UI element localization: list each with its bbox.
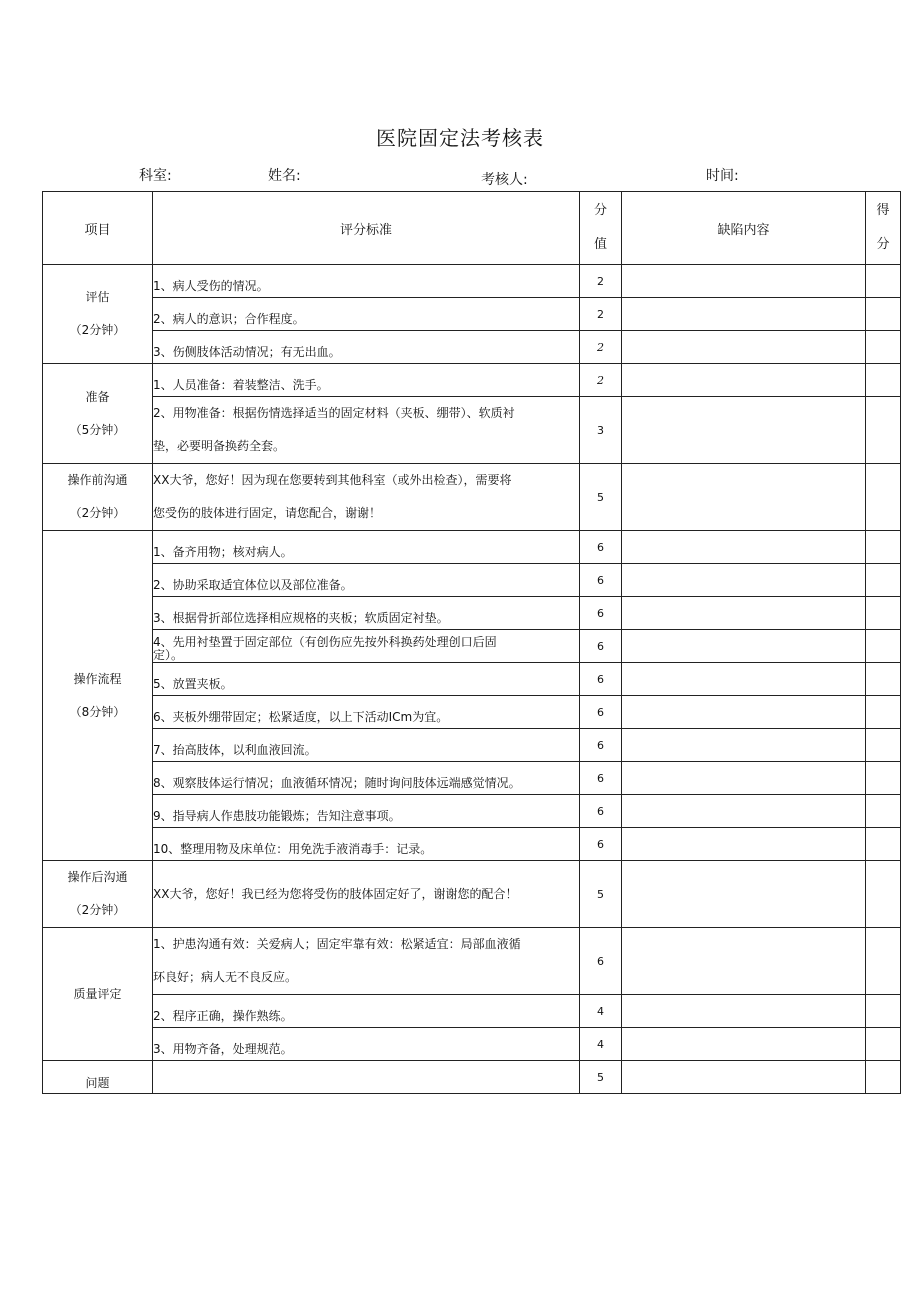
score-cell[interactable] xyxy=(866,795,901,828)
defect-cell[interactable] xyxy=(622,265,866,298)
defect-cell[interactable] xyxy=(622,397,866,464)
col-score-header-line1: 得 xyxy=(876,203,890,218)
dept-label: 科室: xyxy=(139,168,172,184)
criteria-cell xyxy=(153,265,580,298)
table-row xyxy=(43,729,901,762)
criteria-cell xyxy=(153,995,580,1028)
criteria-text: XX大爷，您好！因为现在您要转到其他科室（或外出检查），需要将 xyxy=(153,473,512,487)
score-cell[interactable] xyxy=(866,696,901,729)
criteria-text: 1、病人受伤的情况。 xyxy=(153,279,269,293)
criteria-cell xyxy=(153,298,580,331)
table-row xyxy=(43,696,901,729)
score-cell[interactable] xyxy=(866,331,901,364)
score-cell[interactable] xyxy=(866,1061,901,1094)
table-row xyxy=(43,464,901,531)
criteria-text: 2、程序正确，操作熟练。 xyxy=(153,1009,293,1023)
defect-cell[interactable] xyxy=(622,331,866,364)
section-process xyxy=(43,531,153,861)
defect-cell[interactable] xyxy=(622,795,866,828)
criteria-cell xyxy=(153,397,580,464)
defect-cell[interactable] xyxy=(622,464,866,531)
criteria-cell[interactable] xyxy=(153,1061,580,1094)
table-row xyxy=(43,630,901,663)
criteria-text: 4、先用衬垫置于固定部位（有创伤应先按外科换药处理创口后固 xyxy=(153,636,497,649)
criteria-text: 1、备齐用物；核对病人。 xyxy=(153,545,293,559)
criteria-text: 环良好；病人无不良反应。 xyxy=(153,970,298,984)
section-name: 准备 xyxy=(85,389,110,404)
defect-cell[interactable] xyxy=(622,828,866,861)
time-label: 时间: xyxy=(706,168,739,184)
table-row xyxy=(43,564,901,597)
defect-cell[interactable] xyxy=(622,531,866,564)
value-cell: 6 xyxy=(580,696,622,729)
section-post-communication xyxy=(43,861,153,928)
section-name: 操作后沟通 xyxy=(67,870,128,884)
value-cell: 6 xyxy=(580,630,622,663)
col-value-header xyxy=(580,192,622,265)
criteria-text: 5、放置夹板。 xyxy=(153,677,233,691)
value-cell: 6 xyxy=(580,531,622,564)
score-cell[interactable] xyxy=(866,597,901,630)
value-cell: 6 xyxy=(580,928,622,995)
score-cell[interactable] xyxy=(866,531,901,564)
criteria-text: 2、病人的意识；合作程度。 xyxy=(153,312,305,326)
value-cell: 6 xyxy=(580,828,622,861)
criteria-text: 定）。 xyxy=(153,649,184,662)
section-name: 质量评定 xyxy=(73,986,122,1001)
criteria-text: 2、用物准备：根据伤情选择适当的固定材料（夹板、绷带）、软质衬 xyxy=(153,406,515,420)
value-cell: 3 xyxy=(580,397,622,464)
table-header-row xyxy=(43,192,901,265)
col-value-header-line1: 分 xyxy=(593,203,607,218)
value-cell: 5 xyxy=(580,464,622,531)
criteria-text: 3、伤侧肢体活动情况；有无出血。 xyxy=(153,345,341,359)
value-cell: 6 xyxy=(580,795,622,828)
table-row xyxy=(43,795,901,828)
criteria-text: 1、护患沟通有效：关爱病人；固定牢靠有效：松紧适宜：局部血液循 xyxy=(153,937,521,951)
value-cell: 6 xyxy=(580,762,622,795)
assessment-table xyxy=(42,191,901,1094)
col-score-header-line2: 分 xyxy=(876,237,890,252)
col-item-header: 项目 xyxy=(43,192,153,265)
score-cell[interactable] xyxy=(866,265,901,298)
section-assess xyxy=(43,265,153,364)
name-label: 姓名: xyxy=(268,168,301,184)
score-cell[interactable] xyxy=(866,828,901,861)
value-cell: 6 xyxy=(580,564,622,597)
criteria-cell xyxy=(153,928,580,995)
criteria-cell xyxy=(153,1028,580,1061)
score-cell[interactable] xyxy=(866,663,901,696)
value-cell: 4 xyxy=(580,1028,622,1061)
value-cell: 2 xyxy=(580,331,622,364)
score-cell[interactable] xyxy=(866,861,901,928)
score-cell[interactable] xyxy=(866,364,901,397)
criteria-cell xyxy=(153,861,580,928)
score-cell[interactable] xyxy=(866,564,901,597)
score-cell[interactable] xyxy=(866,1028,901,1061)
table-row xyxy=(43,828,901,861)
defect-cell[interactable] xyxy=(622,928,866,995)
criteria-text: 10、整理用物及床单位：用免洗手液消毒手：记录。 xyxy=(153,842,433,856)
section-time: （2分钟） xyxy=(69,903,126,917)
score-cell[interactable] xyxy=(866,762,901,795)
defect-cell[interactable] xyxy=(622,564,866,597)
defect-cell[interactable] xyxy=(622,696,866,729)
score-cell[interactable] xyxy=(866,464,901,531)
criteria-cell xyxy=(153,464,580,531)
criteria-cell xyxy=(153,531,580,564)
criteria-text: 您受伤的肢体进行固定，请您配合，谢谢！ xyxy=(153,506,382,520)
criteria-cell xyxy=(153,795,580,828)
criteria-cell xyxy=(153,597,580,630)
value-cell: 6 xyxy=(580,729,622,762)
value-cell: 2 xyxy=(580,265,622,298)
table-row xyxy=(43,1061,901,1094)
criteria-text: 6、夹板外绷带固定；松紧适度，以上下活动ICm为宜。 xyxy=(153,710,449,724)
table-row xyxy=(43,397,901,464)
table-row xyxy=(43,928,901,995)
value-cell: 6 xyxy=(580,597,622,630)
value-cell: 2 xyxy=(580,298,622,331)
score-cell[interactable] xyxy=(866,928,901,995)
value-cell: 6 xyxy=(580,663,622,696)
defect-cell[interactable] xyxy=(622,1028,866,1061)
criteria-text: 8、观察肢体运行情况；血液循环情况；随时询问肢体远端感觉情况。 xyxy=(153,776,521,790)
page-title: 医院固定法考核表 xyxy=(376,126,544,150)
defect-cell[interactable] xyxy=(622,597,866,630)
section-time: （2分钟） xyxy=(69,323,126,337)
table-row xyxy=(43,1028,901,1061)
defect-cell[interactable] xyxy=(622,364,866,397)
criteria-cell xyxy=(153,729,580,762)
col-criteria-header: 评分标准 xyxy=(153,192,580,265)
defect-cell[interactable] xyxy=(622,298,866,331)
defect-cell[interactable] xyxy=(622,861,866,928)
criteria-cell xyxy=(153,762,580,795)
score-cell[interactable] xyxy=(866,397,901,464)
defect-cell[interactable] xyxy=(622,995,866,1028)
criteria-text: 3、根据骨折部位选择相应规格的夹板；软质固定衬垫。 xyxy=(153,611,449,625)
defect-cell[interactable] xyxy=(622,663,866,696)
section-prepare xyxy=(43,364,153,464)
criteria-cell xyxy=(153,630,580,663)
section-time: （2分钟） xyxy=(69,506,126,520)
section-quality xyxy=(43,928,153,1061)
criteria-cell xyxy=(153,564,580,597)
criteria-text: 垫，必要明备换药全套。 xyxy=(153,439,286,453)
table-row xyxy=(43,663,901,696)
criteria-cell xyxy=(153,364,580,397)
defect-cell[interactable] xyxy=(622,762,866,795)
value-cell: 5 xyxy=(580,1061,622,1094)
score-cell[interactable] xyxy=(866,729,901,762)
criteria-cell xyxy=(153,663,580,696)
criteria-text: 3、用物齐备，处理规范。 xyxy=(153,1042,293,1056)
criteria-cell xyxy=(153,828,580,861)
defect-cell[interactable] xyxy=(622,1061,866,1094)
criteria-text: 7、抬高肢体，以利血液回流。 xyxy=(153,743,317,757)
value-cell: 4 xyxy=(580,995,622,1028)
table-row xyxy=(43,265,901,298)
score-cell[interactable] xyxy=(866,630,901,663)
section-time: （5分钟） xyxy=(69,422,126,437)
table-row xyxy=(43,298,901,331)
criteria-cell xyxy=(153,696,580,729)
criteria-text: 9、指导病人作患肢功能锻炼；告知注意事项。 xyxy=(153,809,401,823)
table-row xyxy=(43,861,901,928)
section-name: 操作前沟通 xyxy=(67,473,128,487)
section-name: 操作流程 xyxy=(73,671,122,686)
table-row xyxy=(43,995,901,1028)
section-pre-communication xyxy=(43,464,153,531)
table-row xyxy=(43,597,901,630)
col-defect-header: 缺陷内容 xyxy=(622,192,866,265)
criteria-cell xyxy=(153,331,580,364)
section-issue xyxy=(43,1061,153,1094)
defect-cell[interactable] xyxy=(622,729,866,762)
table-row xyxy=(43,762,901,795)
table-row xyxy=(43,331,901,364)
col-value-header-line2: 值 xyxy=(593,237,607,252)
criteria-text: 1、人员准备：着装整洁、洗手。 xyxy=(153,378,329,392)
col-score-header xyxy=(866,192,901,265)
table-row xyxy=(43,364,901,397)
score-cell[interactable] xyxy=(866,995,901,1028)
table-row xyxy=(43,531,901,564)
value-cell: 5 xyxy=(580,861,622,928)
defect-cell[interactable] xyxy=(622,630,866,663)
value-cell: 2 xyxy=(580,364,622,397)
criteria-text: XX大爷，您好！我已经为您将受伤的肢体固定好了，谢谢您的配合！ xyxy=(153,886,518,901)
section-time: （8分钟） xyxy=(69,704,126,719)
section-name: 问题 xyxy=(85,1076,110,1090)
score-cell[interactable] xyxy=(866,298,901,331)
criteria-text: 2、协助采取适宜体位以及部位准备。 xyxy=(153,578,353,592)
section-name: 评估 xyxy=(85,290,110,304)
examiner-label: 考核人: xyxy=(481,172,528,188)
